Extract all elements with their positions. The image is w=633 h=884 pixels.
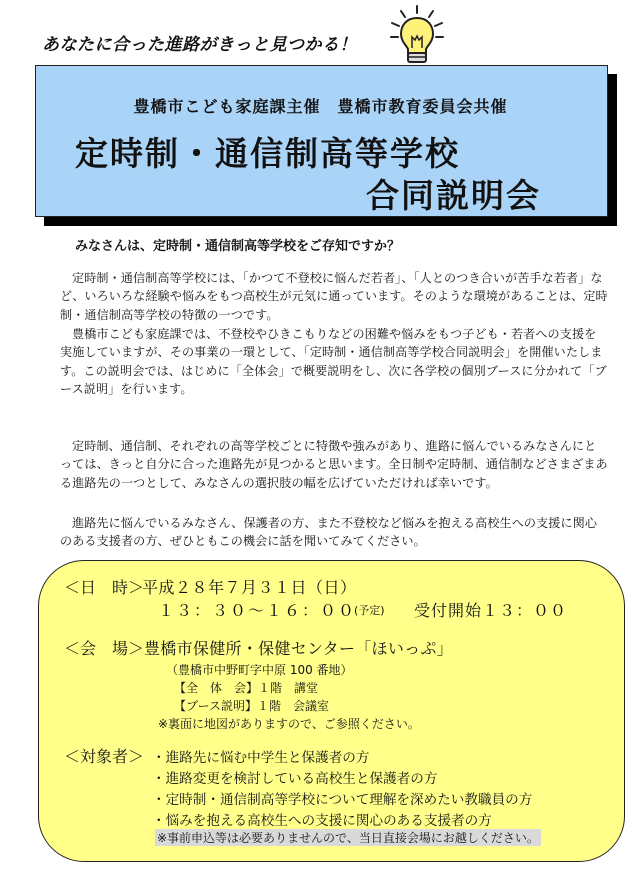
venue-name: 豊橋市保健所・保健センター「ほいっぷ」	[144, 639, 454, 658]
venue-room-plenary: 【全 体 会】１階 講堂	[174, 681, 319, 695]
event-title-line1: 定時制・通信制高等学校	[75, 134, 460, 173]
datetime-label: ＜日 時＞	[64, 578, 145, 597]
audience-item: ・定時制・通信制高等学校について理解を深めたい教職員の方	[152, 792, 533, 808]
intro-paragraph: 定時制、通信制、それぞれの高等学校ごとに特徴や強みがあり、進路に悩んでいるみなさんにとっては、きっと自分に合った進路先が見つかると思います。全日制や定時制、通信制などさまざまある進路先の一つとして、みなさんの選択肢の幅を広げていただければ幸いです。	[60, 439, 608, 490]
map-note: ※裏面に地図がありますので、ご参照ください。	[158, 717, 420, 731]
intro-question: みなさんは、定時制・通信制高等学校をご存知ですか？	[75, 239, 401, 254]
venue-room-booth: 【ブース説明】１階 会議室	[174, 699, 330, 713]
lightbulb-icon	[388, 4, 446, 66]
intro-paragraph: 進路先に悩んでいるみなさん、保護者の方、また不登校など悩みを抱える高校生への支援に関心のある支援者の方、ぜひともこの機会に話を聞いてみてください。	[60, 516, 598, 549]
reception-time: 受付開始１３：００	[414, 601, 568, 620]
event-time-note: (予定)	[354, 604, 385, 617]
event-date: 平成２８年７月３１日（日）	[142, 578, 357, 597]
venue-address: （豊橋市中野町字中原 100 番地）	[166, 663, 353, 677]
registration-note: ※事前申込等は必要ありませんので、当日直接会場にお越しください。	[157, 831, 539, 845]
venue-label: ＜会 場＞	[64, 639, 145, 658]
intro-paragraph: 豊橋市こども家庭課では、不登校やひきこもりなどの困難や悩みをもつ子ども・若者への支援を実施していますが、その事業の一環として、「定時制・通信制高等学校合同説明会」を開催いたします。この説明会では、はじめに「全体会」で概要説明をし、次に各学校の個別ブースに分かれて「ブース説明」を行います。	[60, 327, 607, 397]
event-time: １３：３０～１６：００	[158, 601, 357, 620]
tagline: あなたに合った進路がきっと見つかる！	[42, 35, 357, 55]
event-title-line2: 合同説明会	[366, 176, 541, 215]
audience-item: ・悩みを抱える高校生への支援に関心のある支援者の方	[152, 813, 492, 829]
audience-label: ＜対象者＞	[64, 747, 145, 766]
audience-item: ・進路変更を検討している高校生と保護者の方	[152, 771, 438, 787]
sponsors-line: 豊橋市こども家庭課主催 豊橋市教育委員会共催	[133, 97, 508, 116]
intro-paragraph: 定時制・通信制高等学校には、「かつて不登校に悩んだ若者」、「人とのつき合いが苦手な若者」など、いろいろな経験や悩みをもつ高校生が元気に通っています。そのような環境があることは、定時制・通信制高等学校の特徴の一つです。	[60, 271, 608, 322]
audience-item: ・進路先に悩む中学生と保護者の方	[152, 750, 370, 766]
